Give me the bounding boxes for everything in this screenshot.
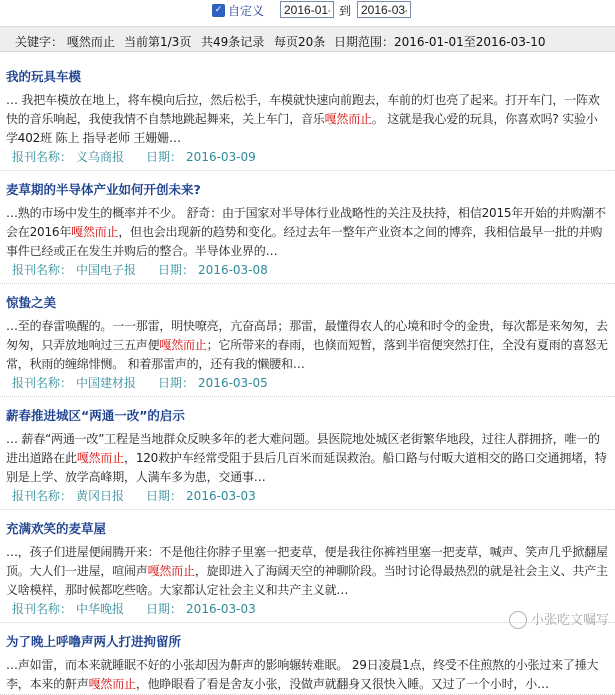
result-snippet bbox=[6, 543, 609, 600]
publish-date: 2016-03-05 bbox=[198, 376, 268, 390]
snippet-text: …声如雷，而本来就睡眠不好的小张却因为鼾声的影响辗转难眠。 29日凌晨1点，终受不住煎熬的小张过来了捶大李，本来的鼾声 bbox=[6, 658, 599, 691]
date-label: 日期： bbox=[146, 489, 183, 503]
custom-date-checkbox[interactable]: ✓ bbox=[212, 4, 225, 17]
date-range-info: 日期范围：2016-01-01至2016-03-10 bbox=[334, 35, 546, 49]
search-info-bar bbox=[0, 26, 615, 52]
publish-date: 2016-03-08 bbox=[198, 263, 268, 277]
paper-name-label: 报刊名称： bbox=[12, 263, 73, 277]
snippet-text: …，孩子们进屋便闹腾开来：不是他往你脖子里塞一把麦草，便是我往你裤裆里塞一把麦草，喊声、笑声几乎掀翻屋顶。大人们一进屋，喧闹声 bbox=[6, 545, 608, 578]
snippet-text: ，他睁眼看了看是舍友小张，没做声就翻身又很快入睡。又过了一个小时，小… bbox=[135, 677, 549, 691]
date-label: 日期： bbox=[146, 602, 183, 616]
keyword-highlight: 嘎然而止 bbox=[147, 564, 195, 578]
keyword-highlight: 嘎然而止 bbox=[159, 338, 207, 352]
publish-date: 2016-03-09 bbox=[186, 150, 256, 164]
result-snippet bbox=[6, 91, 609, 148]
result-item bbox=[0, 623, 615, 695]
wechat-icon bbox=[509, 611, 527, 629]
result-title-link[interactable]: 充满欢笑的麦草屋 bbox=[6, 521, 107, 536]
date-label: 日期： bbox=[146, 150, 183, 164]
snippet-text: ，但也会出现新的趋势和变化。经过去年一整年产业资本之间的博弈，我相信最早一批的并购事件已经或正在发生并购后的整合。半导体业界的… bbox=[6, 225, 603, 258]
result-meta bbox=[6, 374, 609, 396]
result-snippet bbox=[6, 430, 609, 487]
snippet-text: 。 这就是我心爱的玩具，你喜欢吗? 实验小学402班 陈上 指导老师 王姗姗… bbox=[6, 112, 598, 145]
result-meta bbox=[6, 487, 609, 509]
paper-name-label: 报刊名称： bbox=[12, 489, 73, 503]
date-label: 日期： bbox=[158, 263, 195, 277]
result-item bbox=[0, 58, 615, 171]
result-title-link[interactable]: 薪春推进城区“两通一改”的启示 bbox=[6, 408, 185, 423]
paper-name-label: 报刊名称： bbox=[12, 150, 73, 164]
keyword-info: 关键字： 嘎然而止 bbox=[15, 35, 115, 49]
result-item bbox=[0, 397, 615, 510]
result-title-link[interactable]: 为了晚上呼噜声两人打进拘留所 bbox=[6, 634, 182, 649]
keyword-highlight: 嘎然而止 bbox=[76, 451, 125, 465]
snippet-text: ；它所带来的春雨，也倏而短暂，落到半宿便突然打住，全没有夏雨的喜怒无常，秋雨的缠绵悱恻。 和着那雷声的，还有我的懒腰和… bbox=[6, 338, 608, 371]
result-title-link[interactable]: 惊蛰之美 bbox=[6, 295, 57, 310]
result-snippet bbox=[6, 656, 609, 694]
paper-name: 黄冈日报 bbox=[76, 489, 125, 503]
snippet-text: …熟的市场中发生的概率并不少。 舒奇：由于国家对半导体行业战略性的关注及扶持，相信2015年开始的并购潮不会在2016年 bbox=[6, 206, 606, 239]
publish-date: 2016-03-03 bbox=[186, 489, 256, 503]
result-snippet bbox=[6, 204, 609, 261]
paper-name-label: 报刊名称： bbox=[12, 376, 73, 390]
snippet-text: ，旋即进入了海阔天空的神聊阶段。当时讨论得最热烈的就是社会主义、共产主义啥模样，那时候都吃些啥。大家都认定社会主义和共产主义就… bbox=[6, 564, 608, 597]
result-snippet bbox=[6, 317, 609, 374]
keyword-highlight: 嘎然而止 bbox=[88, 677, 136, 691]
watermark-text: 小张吃文嘱写 bbox=[530, 612, 609, 628]
paper-name: 中华晚报 bbox=[76, 602, 125, 616]
result-item bbox=[0, 510, 615, 623]
snippet-text: … 薪春“两通一改”工程是当地群众反映多年的老大难问题。县医院地处城区老街繁华地段，过往人群拥挤，唯一的进出道路在此 bbox=[6, 432, 600, 465]
result-item bbox=[0, 284, 615, 397]
keyword-highlight: 嘎然而止 bbox=[71, 225, 119, 239]
custom-date-label: 自定义 bbox=[228, 4, 265, 18]
result-meta bbox=[6, 261, 609, 283]
total-records-info: 共49条记录 bbox=[201, 35, 265, 49]
result-title-link[interactable]: 麦草期的半导体产业如何开创未来? bbox=[6, 182, 201, 197]
results-list bbox=[0, 58, 615, 695]
paper-name: 义乌商报 bbox=[76, 150, 125, 164]
snippet-text: …至的春雷唤醒的。一一那雷，明快嘹亮，亢奋高昂；那雷，最懂得农人的心境和时令的金贵，每次都是来匆匆，去匆匆，只弄放地响过三五声便 bbox=[6, 319, 608, 352]
paper-name: 中国电子报 bbox=[76, 263, 137, 277]
filter-row bbox=[0, 0, 615, 24]
date-from-input[interactable] bbox=[280, 1, 334, 18]
date-to-input[interactable] bbox=[357, 1, 411, 18]
paper-name-label: 报刊名称： bbox=[12, 602, 73, 616]
keyword-highlight: 嘎然而止 bbox=[324, 112, 372, 126]
result-title-link[interactable]: 我的玩具车模 bbox=[6, 69, 82, 84]
result-item bbox=[0, 171, 615, 284]
snippet-text: ，120救护车经常受阻于县后几百米而延误救治。船口路与付畈大道相交的路口交通拥堵，特别是上学、放学高峰期，人满车多为患，交通事… bbox=[6, 451, 607, 484]
to-label: 到 bbox=[339, 4, 352, 18]
per-page-info: 每页20条 bbox=[274, 35, 326, 49]
date-label: 日期： bbox=[158, 376, 195, 390]
publish-date: 2016-03-03 bbox=[186, 602, 256, 616]
watermark bbox=[509, 609, 609, 630]
current-page-info: 当前第1/3页 bbox=[124, 35, 192, 49]
result-meta bbox=[6, 148, 609, 170]
snippet-text: … 我把车模放在地上，将车模向后拉，然后松手，车模就快速向前跑去，车前的灯也亮了起来。打开车门，一阵欢快的音乐响起，我使我情不自禁地跳起舞来，关上车门，音乐 bbox=[6, 93, 600, 126]
paper-name: 中国建材报 bbox=[76, 376, 137, 390]
